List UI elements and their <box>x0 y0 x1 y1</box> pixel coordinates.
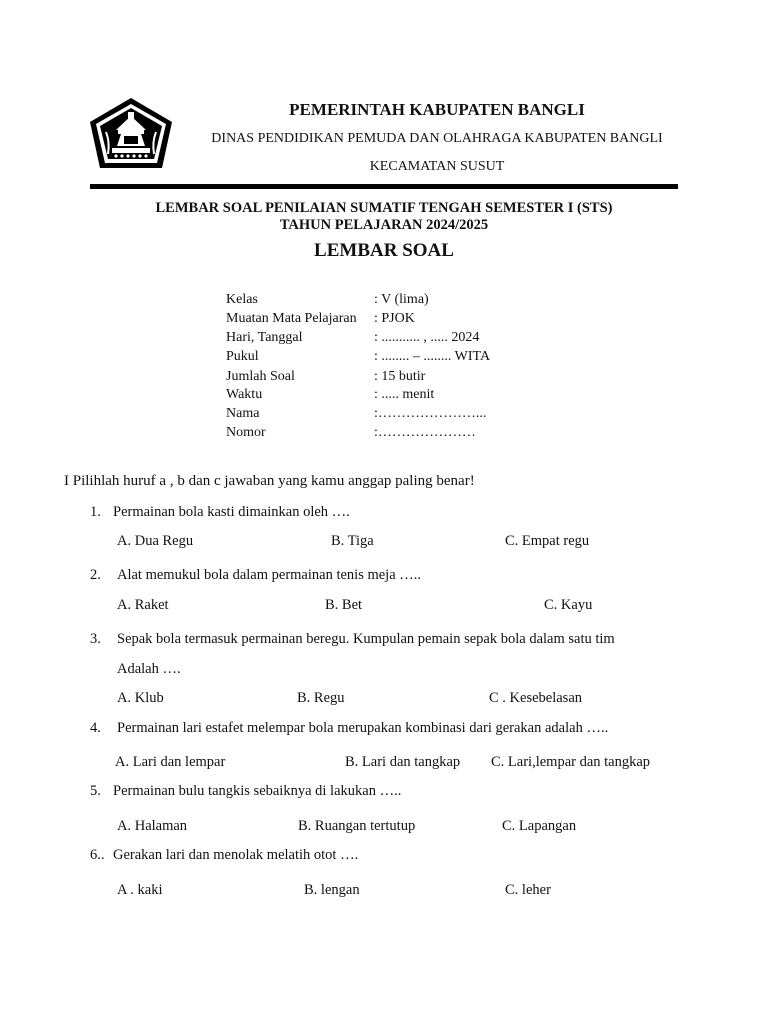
option-b: B. Regu <box>297 690 345 706</box>
instruction-text: I Pilihlah huruf a , b dan c jawaban yang kamu anggap paling benar! <box>64 473 475 489</box>
header-department: DINAS PENDIDIKAN PEMUDA DAN OLAHRAGA KABUPATEN BANGLI <box>211 131 663 146</box>
option-b: B. Ruangan tertutup <box>298 818 416 834</box>
question-text-continued: Adalah …. <box>117 661 181 677</box>
info-label: Waktu <box>226 387 263 402</box>
header-district: KECAMATAN SUSUT <box>369 159 505 174</box>
question-text: Alat memukul bola dalam permainan tenis meja ….. <box>117 567 422 583</box>
sheet-title: LEMBAR SOAL <box>314 240 454 261</box>
question-number: 3. <box>90 631 101 647</box>
info-label: Pukul <box>226 349 259 364</box>
option-c: C. Lari,lempar dan tangkap <box>491 754 651 770</box>
option-a: A. Lari dan lempar <box>115 754 226 770</box>
option-b: B. Tiga <box>331 533 374 549</box>
option-c: C. Lapangan <box>502 818 577 834</box>
option-b: B. Lari dan tangkap <box>345 754 461 770</box>
header-government: PEMERINTAH KABUPATEN BANGLI <box>289 100 585 119</box>
info-label: Nomor <box>226 425 266 440</box>
question-number: 2. <box>90 567 101 583</box>
document-title: LEMBAR SOAL PENILAIAN SUMATIF TENGAH SEMESTER I (STS) <box>155 200 613 216</box>
option-c: C . Kesebelasan <box>489 690 583 706</box>
question-text: Sepak bola termasuk permainan beregu. Kumpulan pemain sepak bola dalam satu tim <box>117 631 615 647</box>
option-c: C. Kayu <box>544 597 593 613</box>
option-a: A. Raket <box>117 597 169 613</box>
question-text: Permainan bulu tangkis sebaiknya di lakukan ….. <box>113 783 402 799</box>
option-b: B. Bet <box>325 597 363 613</box>
question-text: Gerakan lari dan menolak melatih otot …. <box>113 847 359 863</box>
info-value: : ........ – ........ WITA <box>374 349 491 364</box>
header-divider <box>90 184 678 189</box>
info-value: : 15 butir <box>374 369 426 384</box>
info-value: :…………………... <box>374 406 487 421</box>
question-text: Permainan lari estafet melempar bola merupakan kombinasi dari gerakan adalah ….. <box>117 720 609 736</box>
option-a: A. Halaman <box>117 818 188 834</box>
option-c: C. Empat regu <box>505 533 590 549</box>
option-a: A. Dua Regu <box>117 533 194 549</box>
question-number: 1. <box>90 504 101 520</box>
question-number: 4. <box>90 720 101 736</box>
question-number: 6.. <box>90 847 105 863</box>
info-value: : ..... menit <box>374 387 435 402</box>
info-value: : PJOK <box>374 311 415 326</box>
option-c: C. leher <box>505 882 551 898</box>
question-text: Permainan bola kasti dimainkan oleh …. <box>113 504 350 520</box>
info-label: Nama <box>226 406 260 421</box>
info-label: Kelas <box>226 292 258 307</box>
info-label: Muatan Mata Pelajaran <box>226 311 357 326</box>
info-value: : ........... , ..... 2024 <box>374 330 480 345</box>
info-value: :………………… <box>374 425 476 440</box>
info-label: Hari, Tanggal <box>226 330 303 345</box>
info-label: Jumlah Soal <box>226 369 295 384</box>
option-a: A. Klub <box>117 690 164 706</box>
option-b: B. lengan <box>304 882 360 898</box>
option-a: A . kaki <box>117 882 163 898</box>
info-value: : V (lima) <box>374 292 429 307</box>
academic-year: TAHUN PELAJARAN 2024/2025 <box>279 217 489 233</box>
question-number: 5. <box>90 783 101 799</box>
